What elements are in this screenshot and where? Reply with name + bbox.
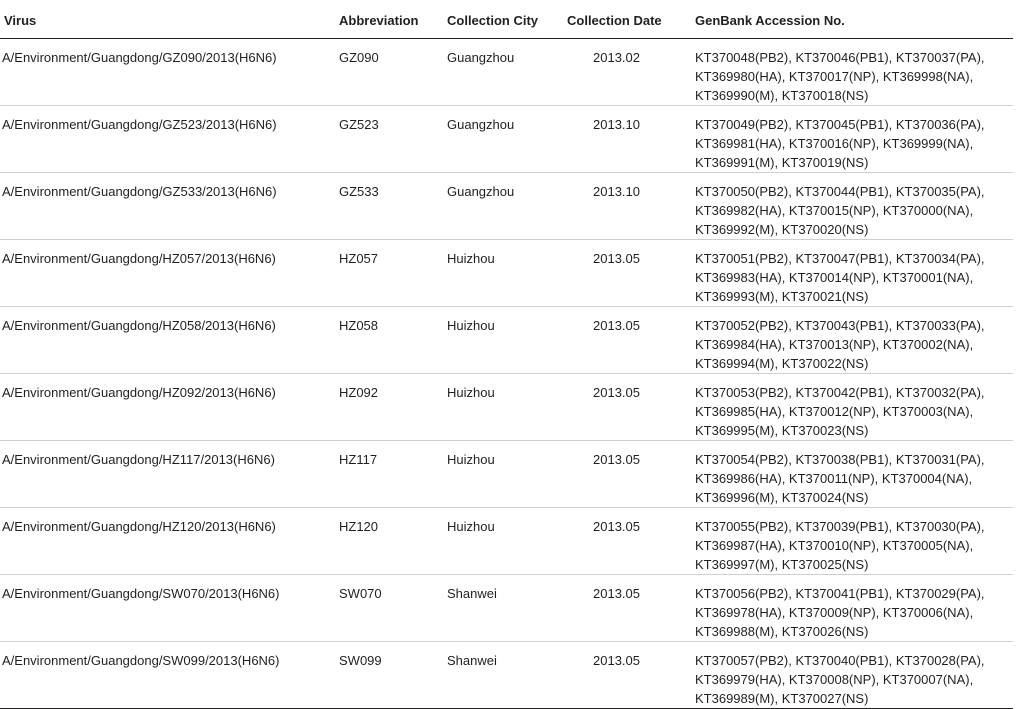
cell-abbreviation: HZ117 (335, 441, 443, 508)
genbank-accession-line: KT369995(M), KT370023(NS) (695, 423, 869, 438)
cell-collection-date: 2013.05 (563, 508, 691, 575)
cell-genbank-accession (691, 642, 1013, 709)
cell-virus: A/Environment/Guangdong/HZ057/2013(H6N6) (0, 240, 335, 307)
cell-collection-city: Guangzhou (443, 106, 563, 173)
cell-genbank-accession (691, 374, 1013, 441)
table-row (0, 173, 1013, 240)
cell-collection-city: Huizhou (443, 441, 563, 508)
cell-genbank-accession (691, 307, 1013, 374)
cell-genbank-accession (691, 173, 1013, 240)
cell-virus: A/Environment/Guangdong/HZ120/2013(H6N6) (0, 508, 335, 575)
genbank-accession-line: KT369979(HA), KT370008(NP), KT370007(NA), (695, 672, 974, 687)
genbank-accession-line: KT369990(M), KT370018(NS) (695, 88, 869, 103)
cell-virus: A/Environment/Guangdong/GZ523/2013(H6N6) (0, 106, 335, 173)
cell-virus: A/Environment/Guangdong/HZ092/2013(H6N6) (0, 374, 335, 441)
genbank-accession-line: KT370050(PB2), KT370044(PB1), KT370035(PA), (695, 184, 985, 199)
table-row (0, 307, 1013, 374)
cell-collection-city: Guangzhou (443, 39, 563, 106)
cell-virus: A/Environment/Guangdong/SW099/2013(H6N6) (0, 642, 335, 709)
genbank-accession-line: KT370048(PB2), KT370046(PB1), KT370037(PA), (695, 50, 985, 65)
genbank-accession-line: KT370053(PB2), KT370042(PB1), KT370032(PA), (695, 385, 985, 400)
cell-collection-date: 2013.05 (563, 374, 691, 441)
cell-virus: A/Environment/Guangdong/GZ533/2013(H6N6) (0, 173, 335, 240)
header-collection-date: Collection Date (563, 0, 691, 39)
cell-collection-city: Shanwei (443, 642, 563, 709)
table-row (0, 642, 1013, 709)
genbank-accession-line: KT369981(HA), KT370016(NP), KT369999(NA), (695, 136, 974, 151)
table-row (0, 441, 1013, 508)
cell-virus: A/Environment/Guangdong/GZ090/2013(H6N6) (0, 39, 335, 106)
cell-collection-date: 2013.10 (563, 106, 691, 173)
genbank-accession-line: KT369984(HA), KT370013(NP), KT370002(NA), (695, 337, 974, 352)
cell-collection-date: 2013.05 (563, 307, 691, 374)
genbank-accession-line: KT370054(PB2), KT370038(PB1), KT370031(PA), (695, 452, 985, 467)
cell-genbank-accession (691, 106, 1013, 173)
table-row (0, 39, 1013, 106)
cell-collection-date: 2013.05 (563, 575, 691, 642)
cell-collection-date: 2013.05 (563, 441, 691, 508)
genbank-accession-line: KT369993(M), KT370021(NS) (695, 289, 869, 304)
header-virus: Virus (0, 0, 335, 39)
genbank-accession-line: KT370056(PB2), KT370041(PB1), KT370029(PA), (695, 586, 985, 601)
cell-virus: A/Environment/Guangdong/HZ058/2013(H6N6) (0, 307, 335, 374)
header-row (0, 0, 1013, 39)
cell-collection-date: 2013.10 (563, 173, 691, 240)
cell-virus: A/Environment/Guangdong/SW070/2013(H6N6) (0, 575, 335, 642)
cell-abbreviation: HZ058 (335, 307, 443, 374)
genbank-accession-line: KT370055(PB2), KT370039(PB1), KT370030(PA), (695, 519, 985, 534)
cell-abbreviation: HZ120 (335, 508, 443, 575)
cell-genbank-accession (691, 441, 1013, 508)
cell-collection-city: Shanwei (443, 575, 563, 642)
genbank-accession-line: KT369991(M), KT370019(NS) (695, 155, 869, 170)
table-header (0, 0, 1013, 39)
table-row (0, 575, 1013, 642)
header-genbank-accession: GenBank Accession No. (691, 0, 1013, 39)
table-row (0, 374, 1013, 441)
cell-collection-date: 2013.05 (563, 240, 691, 307)
genbank-accession-line: KT369983(HA), KT370014(NP), KT370001(NA), (695, 270, 974, 285)
cell-genbank-accession (691, 39, 1013, 106)
genbank-accession-line: KT369997(M), KT370025(NS) (695, 557, 869, 572)
genbank-accession-line: KT369982(HA), KT370015(NP), KT370000(NA), (695, 203, 974, 218)
cell-collection-date: 2013.02 (563, 39, 691, 106)
genbank-accession-line: KT369996(M), KT370024(NS) (695, 490, 869, 505)
cell-abbreviation: HZ057 (335, 240, 443, 307)
cell-genbank-accession (691, 508, 1013, 575)
genbank-accession-line: KT369989(M), KT370027(NS) (695, 691, 869, 706)
genbank-accession-line: KT369994(M), KT370022(NS) (695, 356, 869, 371)
genbank-accession-line: KT369987(HA), KT370010(NP), KT370005(NA), (695, 538, 974, 553)
cell-collection-city: Huizhou (443, 240, 563, 307)
genbank-accession-line: KT369980(HA), KT370017(NP), KT369998(NA), (695, 69, 974, 84)
cell-abbreviation: GZ090 (335, 39, 443, 106)
table-body (0, 39, 1013, 709)
table-row (0, 240, 1013, 307)
cell-collection-city: Guangzhou (443, 173, 563, 240)
cell-abbreviation: GZ523 (335, 106, 443, 173)
cell-genbank-accession (691, 240, 1013, 307)
genbank-accession-line: KT370052(PB2), KT370043(PB1), KT370033(PA), (695, 318, 985, 333)
genbank-accession-line: KT370049(PB2), KT370045(PB1), KT370036(PA), (695, 117, 985, 132)
cell-collection-city: Huizhou (443, 374, 563, 441)
header-collection-city: Collection City (443, 0, 563, 39)
genbank-accession-line: KT369988(M), KT370026(NS) (695, 624, 869, 639)
cell-virus: A/Environment/Guangdong/HZ117/2013(H6N6) (0, 441, 335, 508)
genbank-accession-line: KT370057(PB2), KT370040(PB1), KT370028(PA), (695, 653, 985, 668)
table-row (0, 508, 1013, 575)
table-row (0, 106, 1013, 173)
cell-abbreviation: HZ092 (335, 374, 443, 441)
cell-genbank-accession (691, 575, 1013, 642)
genbank-accession-line: KT369986(HA), KT370011(NP), KT370004(NA), (695, 471, 973, 486)
cell-abbreviation: GZ533 (335, 173, 443, 240)
cell-collection-city: Huizhou (443, 307, 563, 374)
cell-abbreviation: SW070 (335, 575, 443, 642)
cell-collection-date: 2013.05 (563, 642, 691, 709)
genbank-accession-line: KT369992(M), KT370020(NS) (695, 222, 869, 237)
header-abbreviation: Abbreviation (335, 0, 443, 39)
genbank-accession-line: KT370051(PB2), KT370047(PB1), KT370034(PA), (695, 251, 985, 266)
genbank-accession-line: KT369985(HA), KT370012(NP), KT370003(NA), (695, 404, 974, 419)
cell-collection-city: Huizhou (443, 508, 563, 575)
cell-abbreviation: SW099 (335, 642, 443, 709)
genbank-accession-line: KT369978(HA), KT370009(NP), KT370006(NA), (695, 605, 974, 620)
